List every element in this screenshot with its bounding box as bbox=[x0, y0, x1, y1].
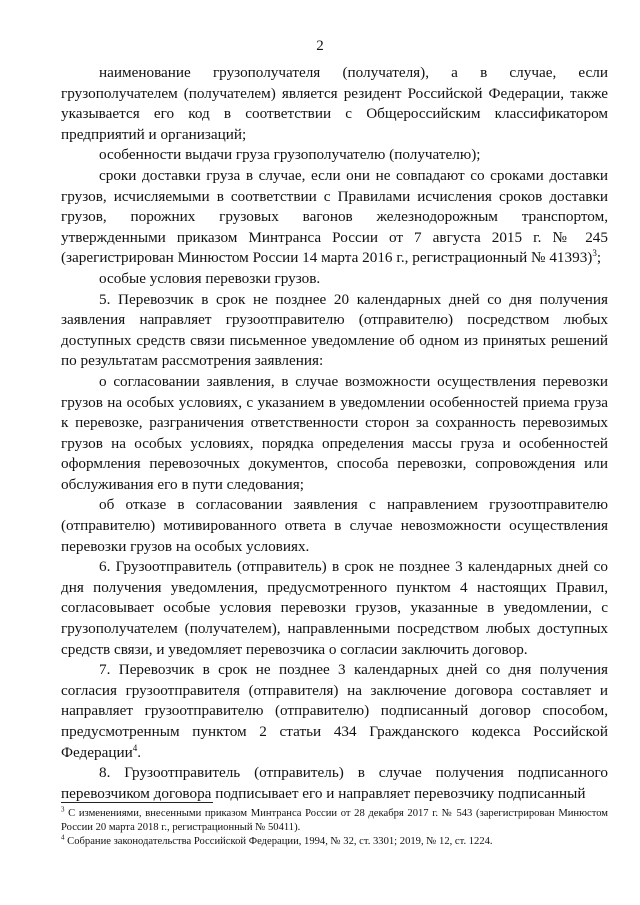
page-number: 2 bbox=[316, 38, 324, 54]
paragraph-tail: ; bbox=[596, 249, 602, 267]
paragraph bbox=[61, 63, 608, 145]
paragraph bbox=[61, 557, 608, 660]
paragraph-text: сроки доставки груза в случае, если они не совпадают со сроками доставки грузов, исчисляемыми в соответствии с Правилами исчисления сроков доставки грузов, порожних грузовых вагонов железнодорожным транспортом, утвержденными приказом Минтранса России от 7 августа 2015 г. № 245 (зарегистрирован Минюстом России 14 марта 2016 г., регистрационный № 41393) bbox=[61, 166, 608, 267]
paragraph-text: 5. Перевозчик в срок не позднее 20 календарных дней со дня получения заявления направляет грузоотправителю (отправителю) посредством любых доступных средств связи письменное уведомление об одном из принятых решений по результатам рассмотрения заявления: bbox=[61, 290, 608, 370]
footnote-text: Собрание законодательства Российской Федерации, 1994, № 32, ст. 3301; 2019, № 12, ст. 1224. bbox=[64, 836, 493, 848]
footnote-reference: 4 bbox=[132, 742, 138, 753]
paragraph bbox=[61, 660, 608, 763]
paragraph-text: особые условия перевозки грузов. bbox=[99, 269, 321, 287]
paragraph bbox=[61, 372, 608, 496]
paragraph-text: 8. Грузоотправитель (отправитель) в случае получения подписанного перевозчиком договора подписывает его и направляет перевозчику подписанный bbox=[61, 764, 608, 802]
footnote bbox=[61, 807, 608, 835]
paragraph bbox=[61, 495, 608, 557]
footnote-mark: 3 bbox=[61, 805, 65, 814]
paragraph-text: об отказе в согласовании заявления с направлением грузоотправителю (отправителю) мотивированного ответа в случае невозможности осуществления перевозки грузов на особых условиях. bbox=[61, 496, 608, 555]
paragraph-text: 6. Грузоотправитель (отправитель) в срок не позднее 3 календарных дней со дня получения уведомления, предусмотренного пунктом 4 настоящих Правил, согласовывает особые условия перевозки грузов, указанные в уведомлении, с грузополучателем (получателем), направленными посредством любых доступных средств связи, и уведомляет перевозчика о согласии заключить договор. bbox=[61, 558, 608, 658]
footnotes bbox=[61, 807, 608, 850]
footnote-reference: 3 bbox=[592, 248, 597, 259]
paragraph bbox=[61, 166, 608, 269]
paragraph-text: о согласовании заявления, в случае возможности осуществления перевозки грузов на особых условиях, с указанием в уведомлении особенностей приема груза к перевозке, разграничения ответственности сторон за сохранность перевозимых грузов на особых условиях, порядка определения массы груза и особенностей оформления перевозочных документов, способа перевозки, сопровождения или обслуживания его в пути следования; bbox=[61, 372, 608, 493]
paragraph bbox=[61, 145, 608, 166]
footnote bbox=[61, 835, 608, 849]
paragraph bbox=[61, 290, 608, 372]
footnote-text: С изменениями, внесенными приказом Минтранса России от 28 декабря 2017 г. № 543 (зарегистрирован Минюстом России 20 марта 2018 г., регистрационный № 50411). bbox=[61, 808, 608, 834]
document-body bbox=[61, 63, 608, 804]
footnote-mark: 4 bbox=[61, 833, 65, 842]
paragraph bbox=[61, 763, 608, 804]
paragraph bbox=[61, 269, 608, 290]
paragraph-tail: . bbox=[137, 743, 142, 761]
footnote-separator bbox=[61, 802, 213, 803]
paragraph-text: особенности выдачи груза грузополучателю (получателю); bbox=[99, 146, 481, 164]
paragraph-text: 7. Перевозчик в срок не позднее 3 календарных дней со дня получения согласия грузоотправителя (отправителя) на заключение договора составляет и направляет грузоотправителю (отправителю) подписанный договор способом, предусмотренным пунктом 2 статьи 434 Гражданского кодекса Российской Федерации bbox=[61, 661, 608, 761]
paragraph-text: наименование грузополучателя (получателя), а в случае, если грузополучателем (получателем) является резидент Российской Федерации, также указывается его код в соответствии с Общероссийским классификатором предприятий и организаций; bbox=[61, 64, 608, 143]
